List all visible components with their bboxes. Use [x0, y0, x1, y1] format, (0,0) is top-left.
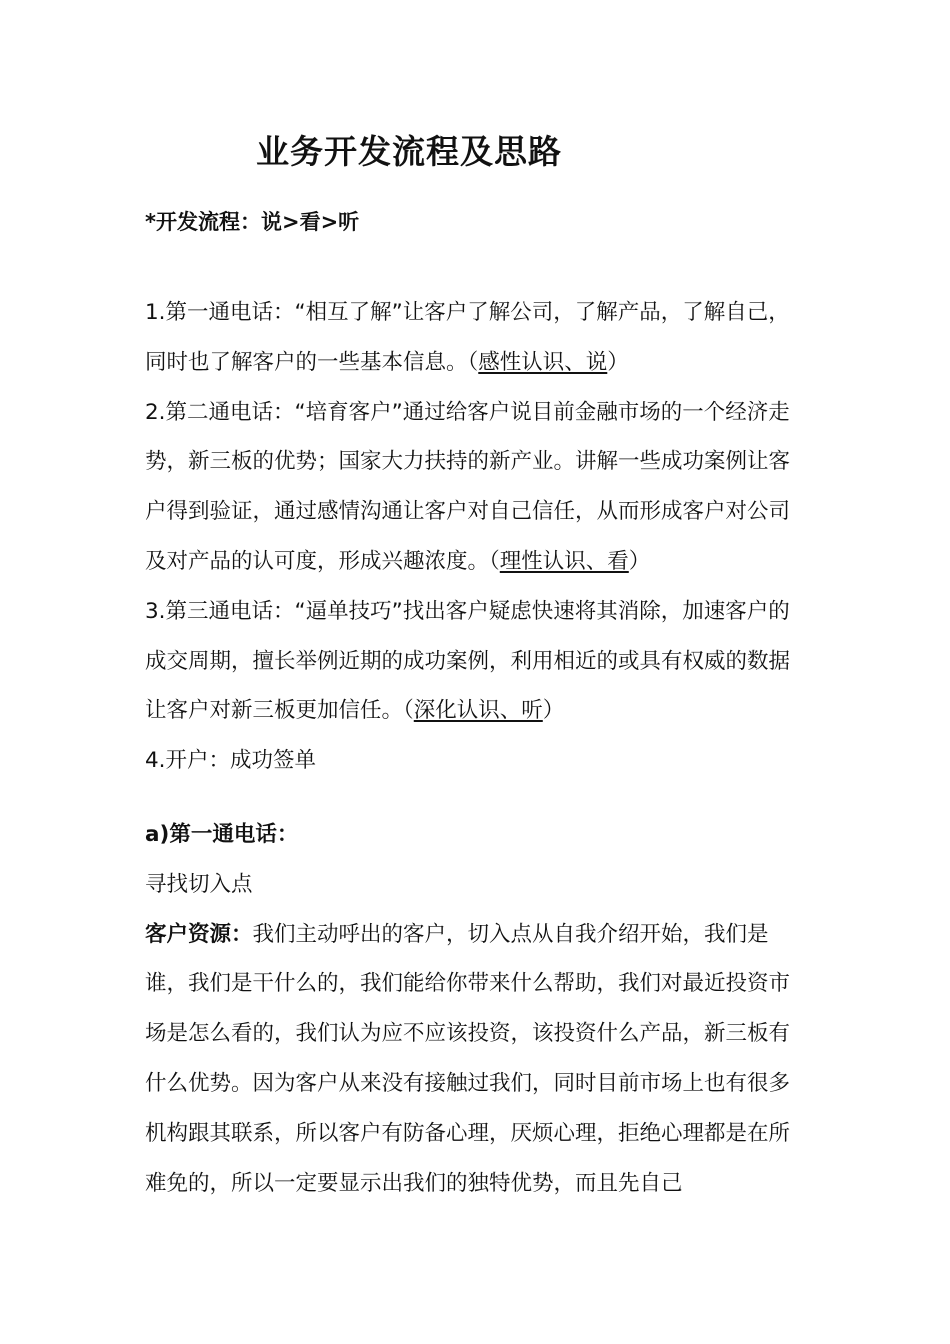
step-1-text: 1.第一通电话：“相互了解”让客户了解公司，了解产品，了解自己，同时也了解客户的一些基本信息。（: [145, 300, 790, 375]
section-a-line: 寻找切入点: [145, 871, 253, 897]
step-3-tag: 深化认识、听: [413, 698, 543, 724]
step-3-close: ）: [542, 698, 565, 724]
step-1-tag: 感性认识、说: [478, 349, 608, 375]
section-gap: [145, 786, 795, 810]
section-a-paragraph: [145, 910, 795, 1209]
customer-source-text: 我们主动呼出的客户，切入点从自我介绍开始，我们是谁，我们是干什么的，我们能给你带来什么帮助，我们对最近投资市场是怎么看的，我们认为应不应该投资，该投资什么产品，新三板有什么优势。因为客户从来没有接触过我们，同时目前市场上也有很多机构跟其联系，所以客户有防备心理，厌烦心理，拒绝心理都是在所难免的，所以一定要显示出我们的独特优势，而且先自己: [145, 921, 791, 1196]
step-2-text: 2.第二通电话：“培育客户”通过给客户说目前金融市场的一个经济走势，新三板的优势；国家大力扶持的新产业。讲解一些成功案例让客户得到验证，通过感情沟通让客户对自己信任，从而形成客户对公司及对产品的认可度，形成兴趣浓度。（: [145, 399, 791, 574]
section-a-heading: a)第一通电话：: [145, 821, 299, 847]
step-2-tag: 理性认识、看: [499, 548, 629, 574]
page-title: 业务开发流程及思路: [256, 132, 562, 171]
step-1-close: ）: [607, 349, 629, 375]
process-subtitle: *开发流程：说>看>听: [145, 210, 360, 234]
step-3-paragraph: [145, 587, 795, 736]
document-body: [145, 288, 795, 1208]
step-4-paragraph: 4.开户：成功签单: [145, 748, 317, 774]
step-2-close: ）: [628, 548, 651, 574]
step-1-paragraph: [145, 288, 795, 388]
customer-source-label: 客户资源：: [145, 921, 253, 947]
step-3-text: 3.第三通电话：“逼单技巧”找出客户疑虑快速将其消除，加速客户的成交周期，擅长举例近期的成功案例，利用相近的或具有权威的数据让客户对新三板更加信任。（: [145, 598, 791, 724]
step-2-paragraph: [145, 388, 795, 587]
